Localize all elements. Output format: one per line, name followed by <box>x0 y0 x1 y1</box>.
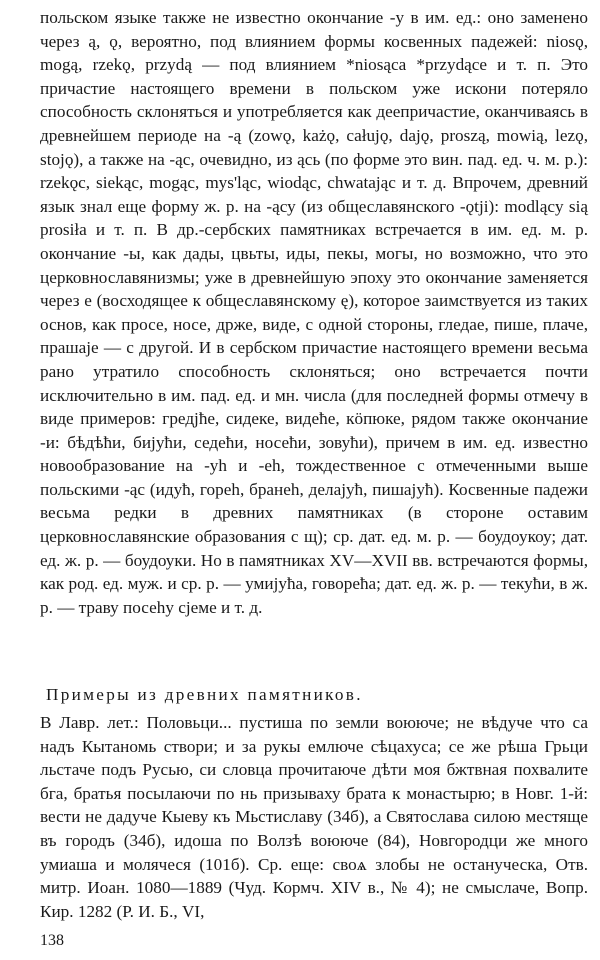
body-text <box>40 6 588 619</box>
examples-text <box>40 711 588 923</box>
page-number: 138 <box>40 932 64 949</box>
paragraph-examples: В Лавр. лет.: Половьци... пустиша по земли воююче; не вѣдуче что са надъ Кытаномь створи; и за рукы емлюче сѣцахуса; се же рѣша Грьци льстаче подъ Русью, си словца прочитаюче дѣти моя бжтвная похвалите бга, братья посылаючи по нь призываху брата к монастырю; в Новг. 1-й: вести не дадуче Кыеву къ Мьстиславу (34б), а Святослава силою местяще въ городъ (34б), идоша по Волзѣ воююче (84), Новгородци же много умиаша и молячеся (101б). Ср. еще: своѧ злобы не остануческа, Отв. митр. Иоан. 1080—1889 (Чуд. Кормч. XIV в., № 4); не смыслаче, Вопр. Кир. 1282 (Р. И. Б., VI, <box>40 713 588 921</box>
section-heading: Примеры из древних памятников. <box>46 685 363 704</box>
paragraph-participle-forms: польском языке также не известно окончание -у в им. ед.: оно заменено через ą, ǫ, вероятно, под влиянием формы косвенных падежей: niosǫ, mogą, rzekǫ, przydą — под влиянием *niosąca *przydące и т. п. Это причастие настоящего времени в польском уже искони потеряло способность склоняться и употребляется как деепричастие, оканчиваясь в древнейшем периоде на -ą (zowǫ, każǫ, całujǫ, dajǫ, proszą, mowią, lezǫ, stojǫ), а также на -ąc, очевидно, из ąсь (по форме это вин. пад. ед. ч. м. р.): rzekǫc, siekąc, mogąc, mys'ląc, wiodąc, chwatając и т. д. Впрочем, древний язык знал еще форму ж. р. на -ąсу (из общеславянского -ǫtji): modlący sią prosiła и т. п. В др.-сербских памятниках встречается в им. ед. м. р. окончание -ы, как дады, цвьты, иды, пекы, могы, но возможно, что это церковнославянизмы; уже в древнейшую эпоху это окончание заменяется через е (восходящее к общеславянскому ę), которое заимствуется из таких основ, как просе, носе, држе, виде, с одной стороны, гледае, пише, плаче, прашаје — с другой. И в сербском причастие настоящего времени весьма рано утратило способность склоняться; оно встречается почти исключительно в им. пад. ед. и мн. числа (для последней формы отмечу в виде примеров: гредјће, сидеке, видеће, кӧпюке, рядом также окончание -и: бѣдѣћи, бијући, седећи, носећи, зовући), причем в им. ед. известно новообразование на -уһ и -еһ, тождественное с отмеченными выше польскими -ąc (идућ, гореһ, бранеһ, делајућ, пишајућ). Косвенные падежи весьма редки в древних памятниках (в стороне оставим церковнославянские образования с щ); ср. дат. ед. м. р. — боудоукоу; дат. ед. ж. р. — боудоуки. Но в памятниках XV—XVII вв. встречаются формы, как род. ед. муж. и ср. р. — умијућа, говорећа; дат. ед. ж. р. — текући, в ж. р. — траву посеһу сјеме и т. д. <box>40 8 588 617</box>
